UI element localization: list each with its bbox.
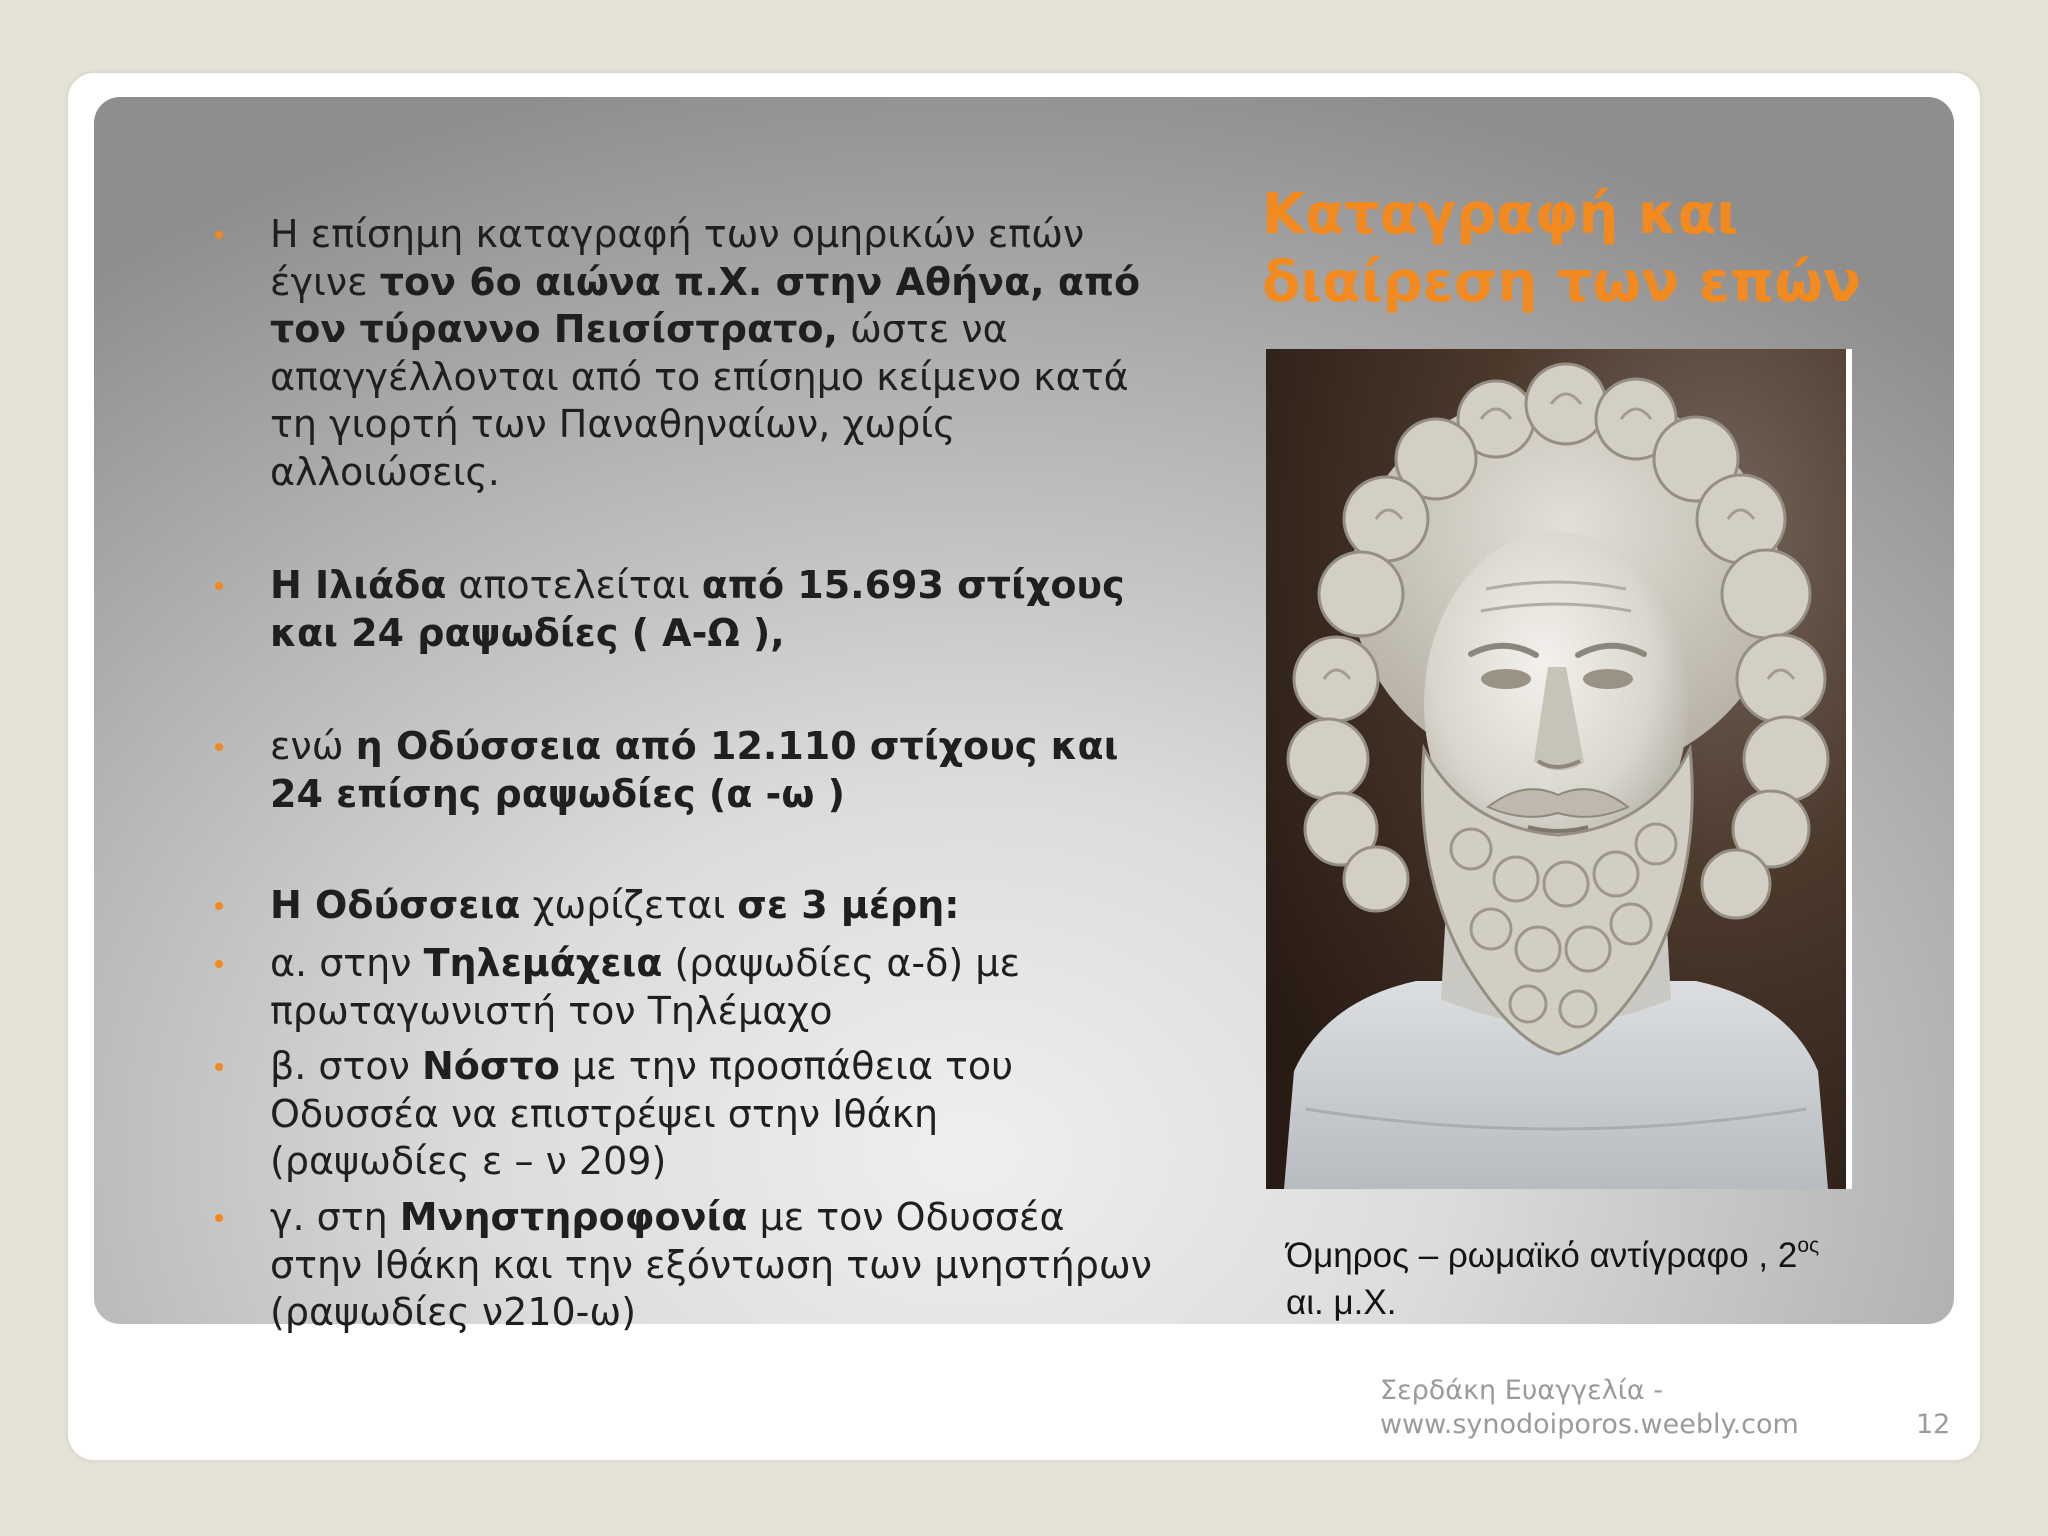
bullet-text-bold: Τηλεμάχεια bbox=[423, 941, 663, 985]
bullet-line bbox=[270, 1138, 1013, 1186]
bullet-text: (ραψωδίες ε – ν 209) bbox=[270, 1139, 667, 1183]
bullet-text: τη γιορτή των Παναθηναίων, χωρίς bbox=[270, 402, 956, 446]
bullet-item bbox=[270, 1043, 1013, 1186]
bullet-text: απαγγέλλονται από το επίσημο κείμενο κατά bbox=[270, 354, 1129, 399]
caption-superscript: ος bbox=[1797, 1234, 1820, 1257]
caption-text: Όμηρος – ρωμαϊκό αντίγραφο , 2 bbox=[1286, 1236, 1798, 1275]
bullet-text: (ραψωδίες ν210-ω) bbox=[270, 1290, 637, 1334]
bullet-text-bold: Νόστο bbox=[421, 1044, 560, 1088]
footer-site: www.synodoiporos.weebly.com bbox=[1380, 1409, 1799, 1440]
homer-bust-illustration bbox=[1266, 349, 1846, 1189]
bullet-text: αποτελείται bbox=[446, 563, 702, 607]
bullet-text-bold: Μνηστηροφονία bbox=[399, 1195, 748, 1239]
bullet-dot-icon bbox=[215, 743, 223, 751]
bullet-dot-icon bbox=[215, 231, 223, 239]
caption-line-1 bbox=[1286, 1232, 1819, 1279]
bullet-line bbox=[270, 354, 1140, 402]
bullet-text-bold: Η Οδύσσεια bbox=[270, 883, 521, 927]
bullet-text-bold: Η Ιλιάδα bbox=[270, 563, 447, 607]
bullet-item bbox=[270, 1194, 1152, 1337]
slide-title-line-2: διαίρεση των επών bbox=[1262, 250, 1862, 315]
slide-title bbox=[1262, 181, 1861, 317]
bullet-line bbox=[270, 610, 1125, 658]
bullet-text-bold: τον τύραννο Πεισίστρατο, bbox=[270, 307, 838, 351]
bullet-text: Οδυσσέα να επιστρέψει στην Ιθάκη bbox=[270, 1091, 939, 1136]
bullet-text: Η επίσημη καταγραφή των ομηρικών επών bbox=[270, 212, 1085, 256]
bullet-item bbox=[270, 940, 1020, 1035]
bullet-line bbox=[270, 1289, 1152, 1337]
bullet-line bbox=[270, 211, 1140, 259]
bullet-dot-icon bbox=[215, 582, 223, 590]
bullet-line bbox=[270, 401, 1140, 449]
bullet-text: γ. στη bbox=[270, 1195, 400, 1239]
bullet-line bbox=[270, 562, 1125, 610]
bullet-item bbox=[270, 723, 1118, 818]
bullet-line bbox=[270, 1242, 1152, 1290]
bullet-text: β. στον bbox=[270, 1044, 422, 1088]
bullet-text: χωρίζεται bbox=[520, 883, 738, 927]
bullet-item bbox=[270, 882, 959, 930]
bullet-line bbox=[270, 306, 1140, 354]
caption-line-2: αι. μ.Χ. bbox=[1286, 1283, 1397, 1322]
bullet-text-bold: σε 3 μέρη: bbox=[737, 883, 960, 927]
bullet-dot-icon bbox=[215, 1214, 223, 1222]
bullet-text-bold: 24 επίσης ραψωδίες (α -ω ) bbox=[270, 771, 845, 816]
homer-bust-image bbox=[1266, 349, 1852, 1189]
bullet-text: αλλοιώσεις. bbox=[270, 449, 500, 494]
bullet-text-bold: η Οδύσσεια από 12.110 στίχους και bbox=[355, 724, 1119, 768]
bullet-text-bold: τον 6ο αιώνα π.Χ. στην Αθήνα, από bbox=[379, 259, 1141, 304]
bullet-text-bold: από 15.693 στίχους bbox=[701, 563, 1125, 607]
bullet-item bbox=[270, 211, 1140, 496]
bullet-text: με τον Οδυσσέα bbox=[747, 1195, 1065, 1239]
footer-author: Σερδάκη Ευαγγελία - bbox=[1380, 1375, 1663, 1406]
bullet-line bbox=[270, 940, 1020, 988]
bullet-line bbox=[270, 771, 1118, 819]
bullet-dot-icon bbox=[215, 960, 223, 968]
bullet-text: πρωταγωνιστή τον Τηλέμαχο bbox=[270, 988, 833, 1033]
image-caption bbox=[1286, 1232, 1819, 1326]
bullet-item bbox=[270, 562, 1125, 657]
bullet-line bbox=[270, 1043, 1013, 1091]
bullet-text: έγινε bbox=[270, 259, 380, 304]
bullet-line bbox=[270, 882, 959, 930]
bullet-line bbox=[270, 449, 1140, 497]
bullet-line bbox=[270, 1194, 1152, 1242]
bullet-text: (ραψωδίες α-δ) με bbox=[662, 941, 1021, 985]
bullet-line bbox=[270, 259, 1140, 307]
bullet-text: ενώ bbox=[270, 724, 356, 768]
bullet-text: ώστε να bbox=[837, 307, 1008, 351]
bullet-line bbox=[270, 988, 1020, 1036]
bullet-text: με την προσπάθεια του bbox=[559, 1044, 1014, 1088]
bullet-text: στην Ιθάκη και την εξόντωση των μνηστήρων bbox=[270, 1242, 1152, 1287]
bullet-text: α. στην bbox=[270, 941, 424, 985]
bullet-dot-icon bbox=[215, 1063, 223, 1071]
bullet-line bbox=[270, 723, 1118, 771]
bullet-dot-icon bbox=[215, 902, 223, 910]
slide-title-line-1: Καταγραφή και bbox=[1262, 182, 1739, 247]
slide-number: 12 bbox=[1916, 1409, 1951, 1440]
bullet-line bbox=[270, 1091, 1013, 1139]
bullet-text-bold: και 24 ραψωδίες ( Α-Ω ), bbox=[270, 610, 785, 655]
